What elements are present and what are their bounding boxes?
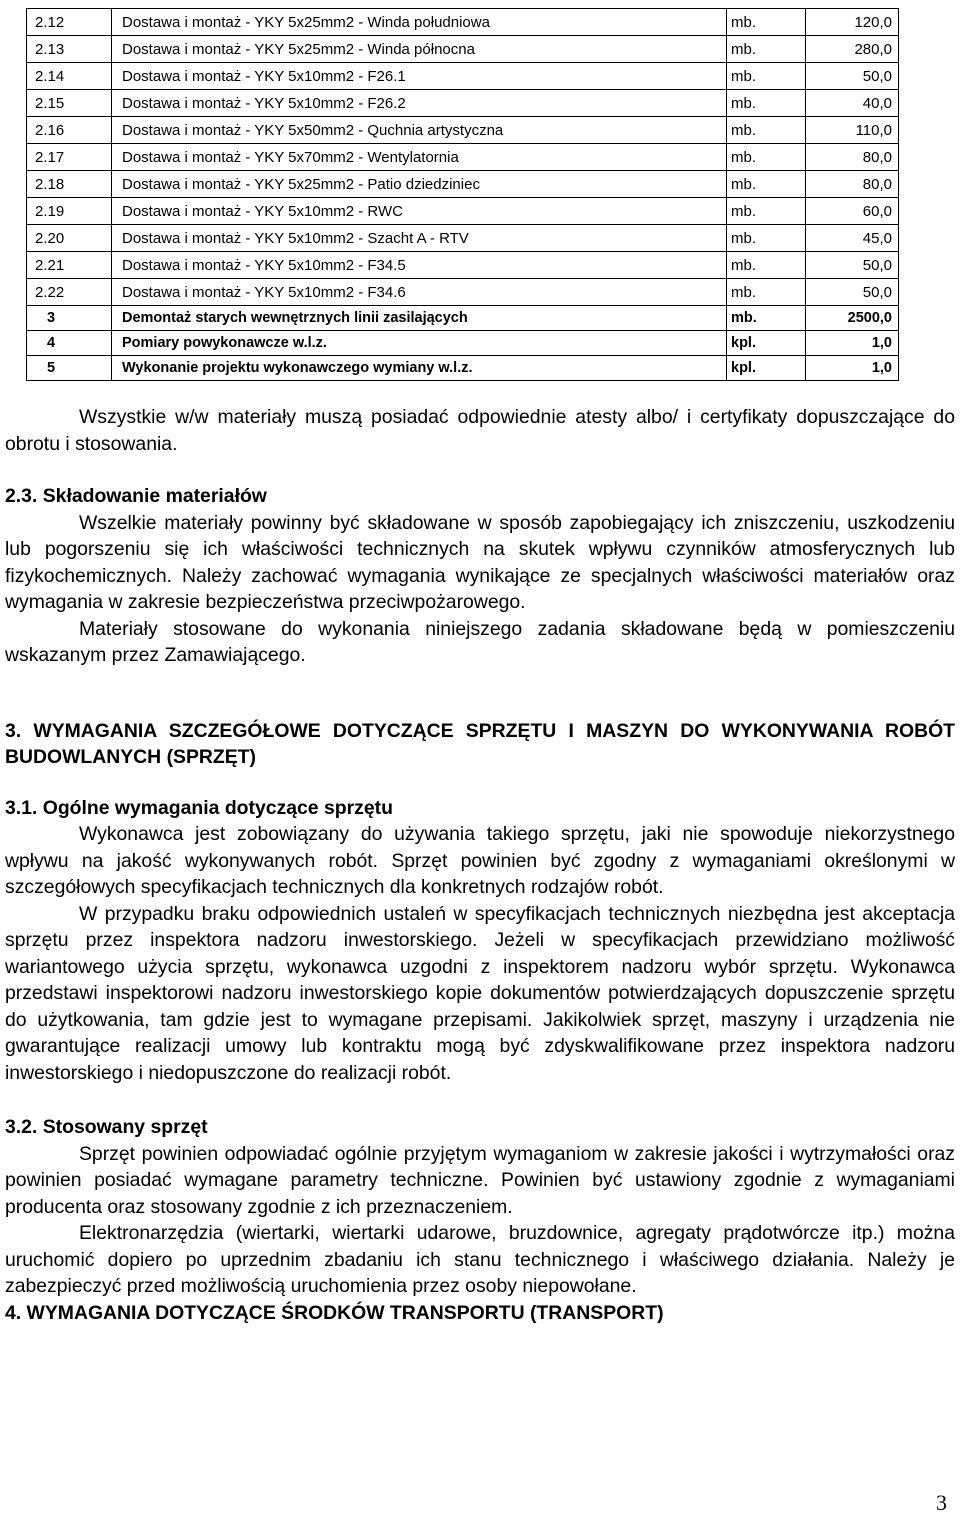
cell-description: Dostawa i montaż - YKY 5x10mm2 - Szacht A - RTV xyxy=(112,225,727,252)
paragraph-atesty: Wszystkie w/w materiały muszą posiadać odpowiednie atesty albo/ i certyfikaty dopuszczające do obrotu i stosowania. xyxy=(5,406,955,455)
cell-description: Pomiary powykonawcze w.l.z. xyxy=(112,331,727,356)
cell-number: 2.17 xyxy=(27,144,112,171)
cell-quantity: 280,0 xyxy=(806,36,899,63)
cell-quantity: 60,0 xyxy=(806,198,899,225)
table-row-summary xyxy=(27,331,899,356)
cell-description: Dostawa i montaż - YKY 5x10mm2 - F26.1 xyxy=(112,63,727,90)
table-row xyxy=(27,63,899,90)
cell-description: Dostawa i montaż - YKY 5x10mm2 - F26.2 xyxy=(112,90,727,117)
section-heading-3-2: 3.2. Stosowany sprzęt xyxy=(5,1116,208,1138)
cell-unit: mb. xyxy=(727,198,806,225)
cell-description: Wykonanie projektu wykonawczego wymiany w.l.z. xyxy=(112,356,727,381)
cell-quantity: 80,0 xyxy=(806,144,899,171)
cell-number: 2.19 xyxy=(27,198,112,225)
cell-quantity: 45,0 xyxy=(806,225,899,252)
cell-number: 4 xyxy=(27,331,112,356)
table-row xyxy=(27,252,899,279)
table-row xyxy=(27,171,899,198)
cell-unit: mb. xyxy=(727,171,806,198)
cell-quantity: 50,0 xyxy=(806,63,899,90)
table-row xyxy=(27,144,899,171)
cell-unit: mb. xyxy=(727,90,806,117)
cell-unit: mb. xyxy=(727,36,806,63)
cell-description: Dostawa i montaż - YKY 5x10mm2 - RWC xyxy=(112,198,727,225)
cell-unit: mb. xyxy=(727,252,806,279)
table-row xyxy=(27,117,899,144)
section-heading-2-3: 2.3. Składowanie materiałów xyxy=(5,485,267,507)
paragraph-skladowanie-2: Materiały stosowane do wykonania niniejszego zadania składowane będą w pomieszczeniu wskazanym przez Zamawiającego. xyxy=(5,617,955,666)
cell-number: 2.18 xyxy=(27,171,112,198)
items-table xyxy=(26,8,899,381)
table-row xyxy=(27,225,899,252)
chapter-heading-4: 4. WYMAGANIA DOTYCZĄCE ŚRODKÓW TRANSPORTU (TRANSPORT) xyxy=(5,1301,664,1324)
table-row xyxy=(27,9,899,36)
cell-number: 2.22 xyxy=(27,279,112,306)
cell-number: 2.16 xyxy=(27,117,112,144)
cell-unit: mb. xyxy=(727,225,806,252)
cell-unit: kpl. xyxy=(727,331,806,356)
cell-description: Dostawa i montaż - YKY 5x50mm2 - Quchnia artystyczna xyxy=(112,117,727,144)
cell-number: 2.15 xyxy=(27,90,112,117)
table-row xyxy=(27,36,899,63)
chapter-heading-3: 3. WYMAGANIA SZCZEGÓŁOWE DOTYCZĄCE SPRZĘTU I MASZYN DO WYKONYWANIA ROBÓT BUDOWLANYCH (SPRZĘT) xyxy=(5,719,955,768)
cell-unit: mb. xyxy=(727,306,806,331)
cell-number: 3 xyxy=(27,306,112,331)
cell-description: Dostawa i montaż - YKY 5x10mm2 - F34.6 xyxy=(112,279,727,306)
cell-quantity: 110,0 xyxy=(806,117,899,144)
cell-number: 2.12 xyxy=(27,9,112,36)
cell-quantity: 80,0 xyxy=(806,171,899,198)
cell-description: Demontaż starych wewnętrznych linii zasilających xyxy=(112,306,727,331)
table-row xyxy=(27,198,899,225)
page-number: 3 xyxy=(936,1490,947,1515)
table-row xyxy=(27,279,899,306)
cell-number: 2.21 xyxy=(27,252,112,279)
cell-description: Dostawa i montaż - YKY 5x10mm2 - F34.5 xyxy=(112,252,727,279)
cell-number: 2.14 xyxy=(27,63,112,90)
cell-quantity: 50,0 xyxy=(806,279,899,306)
cell-unit: kpl. xyxy=(727,356,806,381)
cell-description: Dostawa i montaż - YKY 5x25mm2 - Winda południowa xyxy=(112,9,727,36)
cell-unit: mb. xyxy=(727,279,806,306)
paragraph-sprzet-ogolne-2: W przypadku braku odpowiednich ustaleń w specyfikacjach technicznych niezbędna jest akceptacja sprzętu przez inspektora nadzoru inwestorskiego. Jeżeli w specyfikacjach przewidziano możliwość wariantowego użycia sprzętu, wykonawca uzgodni z inspektorem nadzoru wybór sprzętu. Wykonawca przedstawi inspektorowi nadzoru inwestorskiego kopie dokumentów potwierdzających dopuszczenie sprzętu do użytkowania, tam gdzie jest to wymagane przepisami. Jakikolwiek sprzęt, maszyny i urządzenia nie gwarantujące realizacji umowy lub kontraktu mogą być zdyskwalifikowane przez inspektora nadzoru inwestorskiego i niedopuszczone do realizacji robót. xyxy=(5,902,955,1084)
cell-description: Dostawa i montaż - YKY 5x25mm2 - Patio dziedziniec xyxy=(112,171,727,198)
section-heading-3-1: 3.1. Ogólne wymagania dotyczące sprzętu xyxy=(5,796,393,819)
paragraph-sprzet-ogolne-1: Wykonawca jest zobowiązany do używania takiego sprzętu, jaki nie spowoduje niekorzystnego wpływu na jakość wykonywanych robót. Sprzęt powinien być zgodny z wymaganiami określonymi w szczegółowych specyfikacjach technicznych dla konkretnych rodzajów robót. xyxy=(5,823,955,898)
cell-number: 5 xyxy=(27,356,112,381)
cell-quantity: 120,0 xyxy=(806,9,899,36)
cell-quantity: 1,0 xyxy=(806,356,899,381)
cell-number: 2.13 xyxy=(27,36,112,63)
cell-unit: mb. xyxy=(727,117,806,144)
paragraph-skladowanie-1: Wszelkie materiały powinny być składowane w sposób zapobiegający ich zniszczeniu, uszkodzeniu lub pogorszeniu się ich właściwości technicznych na skutek wpływu czynników atmosferycznych lub fizykochemicznych. Należy zachować wymagania wynikające ze specjalnych właściwości materiałów oraz wymagania w zakresie bezpieczeństwa przeciwpożarowego. xyxy=(5,511,955,613)
paragraph-sprzet-stosowany-1: Sprzęt powinien odpowiadać ogólnie przyjętym wymaganiom w zakresie jakości i wytrzymałości oraz powinien posiadać wymagane parametry techniczne. Powinien być ustawiony zgodnie z wymaganiami producenta oraz stosowany zgodnie z ich przeznaczeniem. xyxy=(5,1142,955,1218)
document-body xyxy=(5,404,955,1326)
table-row xyxy=(27,90,899,117)
table-row-summary xyxy=(27,356,899,381)
cell-quantity: 50,0 xyxy=(806,252,899,279)
cell-quantity: 2500,0 xyxy=(806,306,899,331)
cell-unit: mb. xyxy=(727,144,806,171)
table-row-summary xyxy=(27,306,899,331)
cell-description: Dostawa i montaż - YKY 5x25mm2 - Winda północna xyxy=(112,36,727,63)
cell-unit: mb. xyxy=(727,9,806,36)
paragraph-sprzet-stosowany-2: Elektronarzędzia (wiertarki, wiertarki udarowe, bruzdownice, agregaty prądotwórcze itp.) można uruchomić dopiero po uprzednim zbadaniu ich stanu technicznego i właściwego działania. Należy je zabezpieczyć przed możliwością uruchomienia przez osoby niepowołane. xyxy=(5,1222,955,1297)
cell-unit: mb. xyxy=(727,63,806,90)
cell-number: 2.20 xyxy=(27,225,112,252)
cell-quantity: 40,0 xyxy=(806,90,899,117)
cell-description: Dostawa i montaż - YKY 5x70mm2 - Wentylatornia xyxy=(112,144,727,171)
cell-quantity: 1,0 xyxy=(806,331,899,356)
